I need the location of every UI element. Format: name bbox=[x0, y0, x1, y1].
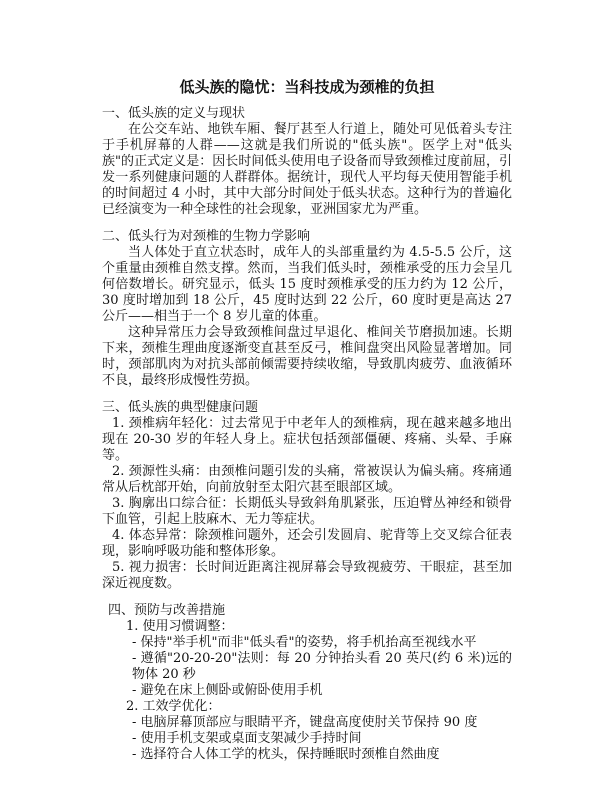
section-definition bbox=[102, 106, 512, 218]
list-item: - 保持"举手机"而非"低头看"的姿势，将手机抬高至视线水平 bbox=[132, 635, 477, 650]
section-heading: 二、低头行为对颈椎的生物力学影响 bbox=[102, 229, 311, 244]
paragraph: 这种异常压力会导致颈椎间盘过早退化、椎间关节磨损加速。长期下来，颈椎生理曲度逐渐变直甚至反弓，椎间盘突出风险显著增加。同时，颈部肌肉为对抗头部前倾需要持续收缩，导致肌肉疲劳、血液循环不良，最终形成慢性劳损。 bbox=[102, 325, 512, 388]
section-prevention bbox=[102, 603, 512, 763]
list-item: 4. 体态异常：除颈椎问题外，还会引发圆肩、驼背等上交叉综合征表现，影响呼吸功能和整体形象。 bbox=[102, 528, 512, 559]
list-item: 2. 颈源性头痛：由颈椎问题引发的头痛，常被误认为偏头痛。疼痛通常从后枕部开始，向前放射至太阳穴甚至眼部区域。 bbox=[102, 464, 512, 495]
document-page bbox=[102, 78, 512, 763]
list-item: 1. 颈椎病年轻化：过去常见于中老年人的颈椎病，现在越来越多地出现在 20-30 岁的年轻人身上。症状包括颈部僵硬、疼痛、头晕、手麻等。 bbox=[102, 416, 512, 463]
section-heading: 一、低头族的定义与现状 bbox=[102, 106, 246, 121]
list-item: 5. 视力损害：长时间近距离注视屏幕会导致视疲劳、干眼症，甚至加深近视度数。 bbox=[102, 560, 512, 591]
group-label: 2. 工效学优化： bbox=[126, 699, 221, 714]
group-label: 1. 使用习惯调整： bbox=[126, 619, 234, 634]
section-heading: 三、低头族的典型健康问题 bbox=[102, 400, 259, 415]
list-item: - 选择符合人体工学的枕头，保持睡眠时颈椎自然曲度 bbox=[132, 747, 440, 762]
paragraph: 当人体处于直立状态时，成年人的头部重量约为 4.5-5.5 公斤，这个重量由颈椎自然支撑。然而，当我们低头时，颈椎承受的压力会呈几何倍数增长。研究显示，低头 15 度时颈椎承受的压力约为 12 公斤，30 度时增加到 18 公斤，45 度时达到 22 公斤，60 度时更是高达 27 公斤——相当于一个 8 岁儿童的体重。 bbox=[102, 245, 512, 324]
section-health-problems bbox=[102, 400, 512, 592]
section-biomechanics bbox=[102, 229, 512, 389]
list-item: 3. 胸廓出口综合征：长期低头导致斜角肌紧张，压迫臂丛神经和锁骨下血管，引起上肢麻木、无力等症状。 bbox=[102, 496, 512, 527]
list-item: - 避免在床上侧卧或俯卧使用手机 bbox=[132, 683, 323, 698]
list-item: - 使用手机支架或桌面支架减少手持时间 bbox=[132, 731, 362, 746]
list-item: - 遵循"20-20-20"法则：每 20 分钟抬头看 20 英尺(约 6 米)远的物体 20 秒 bbox=[132, 651, 512, 682]
section-heading: 四、预防与改善措施 bbox=[108, 603, 226, 618]
paragraph: 在公交车站、地铁车厢、餐厅甚至人行道上，随处可见低着头专注于手机屏幕的人群——这就是我们所说的"低头族"。医学上对"低头族"的正式定义是：因长时间低头使用电子设备而导致颈椎过度前屈，引发一系列健康问题的人群群体。据统计，现代人平均每天使用智能手机的时间超过 4 小时，其中大部分时间处于低头状态。这种行为的普遍化已经演变为一种全球性的社会现象，亚洲国家尤为严重。 bbox=[102, 122, 512, 217]
list-item: - 电脑屏幕顶部应与眼睛平齐，键盘高度使肘关节保持 90 度 bbox=[132, 715, 478, 730]
document-title: 低头族的隐忧：当科技成为颈椎的负担 bbox=[179, 78, 435, 96]
